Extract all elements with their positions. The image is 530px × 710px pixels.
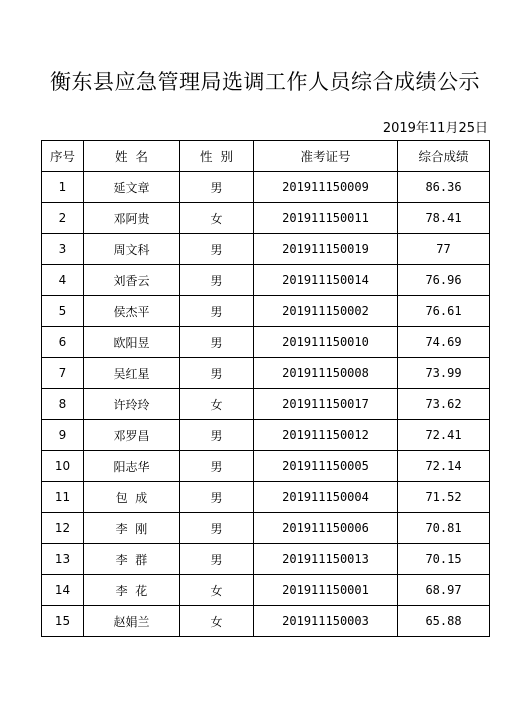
row-name: 欧阳昱 [84,327,180,358]
table-row [42,513,490,544]
row-score: 70.81 [398,513,490,544]
row-exam-id: 201911150006 [254,513,398,544]
header-gender: 性 别 [180,141,254,172]
row-index: 9 [42,420,84,451]
row-index: 13 [42,544,84,575]
row-score: 68.97 [398,575,490,606]
row-gender: 男 [180,296,254,327]
row-score: 71.52 [398,482,490,513]
table-row [42,296,490,327]
table-row [42,389,490,420]
row-score: 74.69 [398,327,490,358]
row-index: 12 [42,513,84,544]
row-exam-id: 201911150010 [254,327,398,358]
table-row [42,482,490,513]
row-gender: 男 [180,513,254,544]
row-gender: 男 [180,544,254,575]
row-exam-id: 201911150002 [254,296,398,327]
row-gender: 女 [180,203,254,234]
row-score: 73.99 [398,358,490,389]
row-gender: 男 [180,234,254,265]
header-exam-id: 准考证号 [254,141,398,172]
row-index: 8 [42,389,84,420]
row-score: 65.88 [398,606,490,637]
table-row [42,203,490,234]
row-name: 吴红星 [84,358,180,389]
row-index: 10 [42,451,84,482]
row-index: 1 [42,172,84,203]
table-row [42,265,490,296]
row-index: 7 [42,358,84,389]
row-score: 70.15 [398,544,490,575]
row-score: 76.96 [398,265,490,296]
table-row [42,575,490,606]
header-index: 序号 [42,141,84,172]
row-gender: 男 [180,265,254,296]
row-exam-id: 201911150004 [254,482,398,513]
table-row [42,327,490,358]
row-name: 延文章 [84,172,180,203]
row-gender: 男 [180,172,254,203]
table-row [42,358,490,389]
row-index: 14 [42,575,84,606]
table-body [42,172,490,637]
row-gender: 男 [180,358,254,389]
row-score: 73.62 [398,389,490,420]
row-index: 2 [42,203,84,234]
row-score: 77 [398,234,490,265]
header-name: 姓 名 [84,141,180,172]
row-score: 78.41 [398,203,490,234]
row-exam-id: 201911150017 [254,389,398,420]
row-name: 邓阿贵 [84,203,180,234]
row-name: 周文科 [84,234,180,265]
row-name: 李 刚 [84,513,180,544]
table-row [42,234,490,265]
row-index: 6 [42,327,84,358]
header-score: 综合成绩 [398,141,490,172]
table-row [42,606,490,637]
row-name: 李 群 [84,544,180,575]
table-header-row [42,141,490,172]
row-exam-id: 201911150019 [254,234,398,265]
row-score: 72.41 [398,420,490,451]
row-exam-id: 201911150012 [254,420,398,451]
score-table [41,140,490,637]
table-row [42,172,490,203]
row-gender: 女 [180,606,254,637]
row-index: 5 [42,296,84,327]
row-exam-id: 201911150011 [254,203,398,234]
row-gender: 男 [180,451,254,482]
row-gender: 女 [180,575,254,606]
row-name: 侯杰平 [84,296,180,327]
row-gender: 男 [180,420,254,451]
row-exam-id: 201911150014 [254,265,398,296]
row-index: 11 [42,482,84,513]
row-exam-id: 201911150009 [254,172,398,203]
row-name: 邓罗昌 [84,420,180,451]
row-name: 阳志华 [84,451,180,482]
row-score: 86.36 [398,172,490,203]
row-exam-id: 201911150008 [254,358,398,389]
row-name: 许玲玲 [84,389,180,420]
row-index: 3 [42,234,84,265]
row-index: 4 [42,265,84,296]
row-score: 72.14 [398,451,490,482]
row-name: 包 成 [84,482,180,513]
row-gender: 男 [180,327,254,358]
row-gender: 男 [180,482,254,513]
row-exam-id: 201911150003 [254,606,398,637]
row-index: 15 [42,606,84,637]
row-name: 刘香云 [84,265,180,296]
row-exam-id: 201911150001 [254,575,398,606]
row-exam-id: 201911150005 [254,451,398,482]
row-gender: 女 [180,389,254,420]
row-name: 李 花 [84,575,180,606]
row-exam-id: 201911150013 [254,544,398,575]
table-row [42,544,490,575]
page-title: 衡东县应急管理局选调工作人员综合成绩公示 [50,70,480,94]
row-name: 赵娟兰 [84,606,180,637]
row-score: 76.61 [398,296,490,327]
table-row [42,420,490,451]
table-row [42,451,490,482]
publish-date: 2019年11月25日 [382,121,488,136]
